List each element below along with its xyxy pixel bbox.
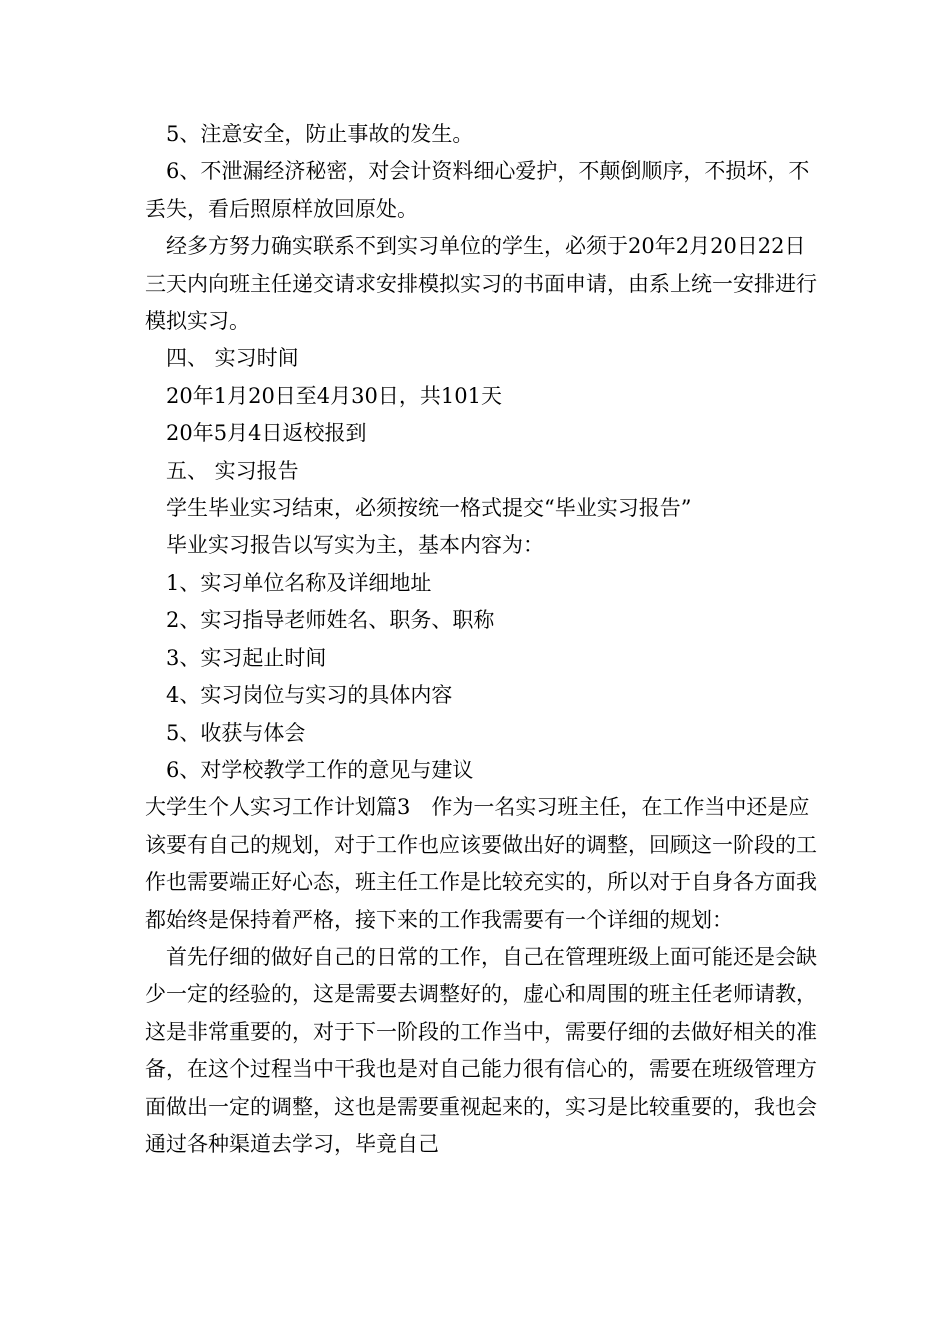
section-heading-internship-time: 四、 实习时间 <box>166 346 299 371</box>
list-item-position-content: 4、实习岗位与实习的具体内容 <box>166 683 453 708</box>
paragraph-plan-3-intro: 大学生个人实习工作计划篇3 作为一名实习班主任，在工作当中还是应该要有自己的规划，对于工作也应该要做出好的调整，回顾这一阶段的工作也需要端正好心态，班主任工作是比较充实的，所以对于自身各方面我都始终是保持着严格，接下来的工作我需要有一个详细的规划： <box>145 795 817 932</box>
list-item-period: 3、实习起止时间 <box>166 645 327 670</box>
list-item-unit-name: 1、实习单位名称及详细地址 <box>166 570 432 595</box>
document-body <box>145 116 825 1163</box>
paragraph-report-submission: 学生毕业实习结束，必须按统一格式提交“毕业实习报告” <box>166 496 692 521</box>
section-heading-internship-report: 五、 实习报告 <box>166 458 299 483</box>
list-item-gains: 5、收获与体会 <box>166 720 306 745</box>
paragraph-report-contents-intro: 毕业实习报告以写实为主，基本内容为： <box>166 533 544 558</box>
paragraph-simulated-internship: 经多方努力确实联系不到实习单位的学生，必须于20年2月20日22日三天内向班主任递交请求安排模拟实习的书面申请，由系上统一安排进行模拟实习。 <box>145 234 817 334</box>
paragraph-internship-period: 20年1月20日至4月30日，共101天 <box>166 383 502 408</box>
paragraph-return-date: 20年5月4日返校报到 <box>166 421 367 446</box>
list-item-supervisor: 2、实习指导老师姓名、职务、职称 <box>166 608 495 633</box>
paragraph-plan-3-first: 首先仔细的做好自己的日常的工作，自己在管理班级上面可能还是会缺少一定的经验的，这是需要去调整好的，虚心和周围的班主任老师请教，这是非常重要的，对于下一阶段的工作当中，需要仔细的去做好相关的准备，在这个过程当中干我也是对自己能力很有信心的，需要在班级管理方面做出一定的调整，这也是需要重视起来的，实习是比较重要的，我也会通过各种渠道去学习，毕竟自己 <box>145 944 817 1156</box>
paragraph-confidentiality: 6、不泄漏经济秘密，对会计资料细心爱护，不颠倒顺序，不损坏，不丢失，看后照原样放回原处。 <box>145 159 810 221</box>
list-item-suggestions: 6、对学校教学工作的意见与建议 <box>166 757 474 782</box>
paragraph-safety: 5、注意安全，防止事故的发生。 <box>166 122 474 146</box>
